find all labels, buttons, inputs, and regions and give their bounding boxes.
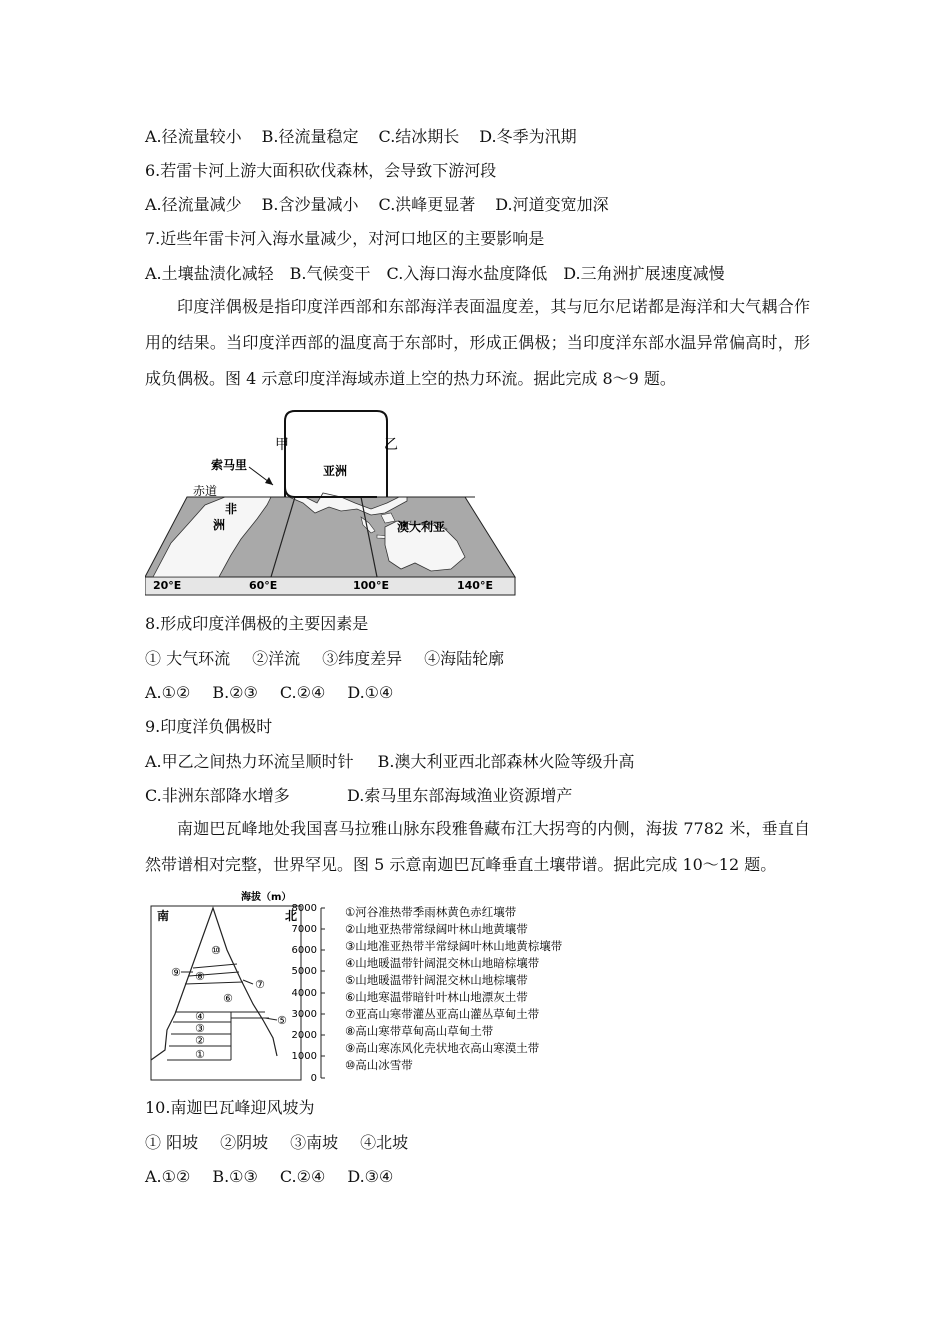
q5-options — [145, 127, 597, 147]
tick-8000: 8000 — [291, 903, 317, 914]
passage-namcha-barwa: 南迦巴瓦峰地处我国喜马拉雅山脉东段雅鲁藏布江大拐弯的内侧，海拔 7782 米，垂直自然带谱相对完整，世界罕见。图 5 示意南迦巴瓦峰垂直土壤带谱。据此完成 10～12 题。 — [145, 819, 810, 874]
label-australia: 澳大利亚 — [397, 520, 446, 534]
q10-choice-3: ③南坡 — [290, 1133, 339, 1152]
q9-options-row1 — [145, 752, 655, 772]
q5-option-b: B.径流量稳定 — [261, 127, 359, 146]
q9-option-a: A.甲乙之间热力环流呈顺时针 — [145, 752, 354, 771]
zone-mark-10: ⑩ — [211, 944, 221, 957]
q9-option-b: B.澳大利亚西北部森林火险等级升高 — [377, 752, 635, 771]
q8-option-c: C.②④ — [279, 683, 326, 702]
label-jia: 甲 — [275, 437, 289, 453]
zone-mark-7: ⑦ — [255, 978, 265, 991]
figure-5-soil-zones — [145, 888, 607, 1084]
legend-item-2: ②山地亚热带常绿阔叶林山地黄壤带 — [345, 922, 528, 936]
q10-choices — [145, 1133, 428, 1153]
label-south: 南 — [157, 909, 170, 923]
q7-option-c: C.入海口海水盐度降低 — [386, 264, 548, 283]
lon-label-140e: 140°E — [457, 579, 493, 592]
q10-choice-1: ① 阳坡 — [145, 1133, 199, 1152]
q8-stem: 8.形成印度洋偶极的主要因素是 — [145, 614, 369, 633]
passage-indian-ocean-dipole: 印度洋偶极是指印度洋西部和东部海洋表面温度差，其与厄尔尼诺都是海洋和大气耦合作用的结果。当印度洋西部的温度高于东部时，形成正偶极；当印度洋东部水温异常偏高时，形成负偶极。图 4 示意印度洋海域赤道上空的热力环流。据此完成 8～9 题。 — [145, 297, 810, 388]
legend-item-4: ④山地暖温带针阔混交林山地暗棕壤带 — [345, 956, 540, 970]
zone-mark-6: ⑥ — [223, 992, 233, 1005]
tick-0: 0 — [310, 1073, 317, 1084]
q5-option-d: D.冬季为汛期 — [479, 127, 577, 146]
legend-item-3: ③山地准亚热带半常绿阔叶林山地黄棕壤带 — [345, 939, 563, 953]
q10-option-d: D.③④ — [347, 1167, 394, 1186]
q5-option-a: A.径流量较小 — [145, 127, 242, 146]
zone-mark-3: ③ — [195, 1022, 205, 1035]
label-north: 北 — [285, 909, 298, 923]
legend-item-9: ⑨高山寒冻风化壳状地衣高山寒漠土带 — [345, 1041, 540, 1055]
q8-choices — [145, 649, 524, 669]
q6-option-a: A.径流量减少 — [145, 195, 242, 214]
tick-3000: 3000 — [291, 1009, 317, 1020]
zone-mark-5: ⑤ — [277, 1014, 287, 1027]
q7-option-b: B.气候变干 — [289, 264, 371, 283]
q10-options — [145, 1167, 413, 1187]
q8-choice-4: ④海陆轮廓 — [424, 649, 505, 668]
legend-item-7: ⑦亚高山寒带灌丛亚高山灌丛草甸土带 — [345, 1007, 540, 1021]
zone-mark-1: ① — [195, 1048, 205, 1061]
q9-option-d: D.索马里东部海域渔业资源增产 — [347, 786, 573, 805]
q9-option-c: C.非洲东部降水增多 — [145, 786, 290, 805]
q10-stem: 10.南迦巴瓦峰迎风坡为 — [145, 1098, 315, 1117]
q8-choice-2: ②洋流 — [252, 649, 301, 668]
label-asia: 亚洲 — [323, 464, 348, 478]
q8-option-b: B.②③ — [212, 683, 258, 702]
tick-6000: 6000 — [291, 945, 317, 956]
tick-2000: 2000 — [291, 1030, 317, 1041]
zone-mark-9: ⑨ — [171, 966, 181, 979]
q6-option-c: C.洪峰更显著 — [378, 195, 476, 214]
axis-title: 海拔（m） — [241, 892, 292, 903]
lon-label-60e: 60°E — [249, 579, 278, 592]
label-somalia: 索马里 — [211, 458, 248, 472]
q7-option-d: D.三角洲扩展速度减慢 — [563, 264, 725, 283]
q10-choice-2: ②阴坡 — [220, 1133, 269, 1152]
lon-label-100e: 100°E — [353, 579, 389, 592]
q10-option-c: C.②④ — [279, 1167, 326, 1186]
q8-option-d: D.①④ — [347, 683, 394, 702]
q9-options-row2 — [145, 786, 592, 806]
q6-stem: 6.若雷卡河上游大面积砍伐森林，会导致下游河段 — [145, 161, 497, 180]
tick-5000: 5000 — [291, 966, 317, 977]
q6-option-d: D.河道变宽加深 — [495, 195, 609, 214]
q6-option-b: B.含沙量减小 — [261, 195, 359, 214]
zone-mark-2: ② — [195, 1034, 205, 1047]
legend-item-10: ⑩高山冰雪带 — [345, 1058, 413, 1072]
lon-label-20e: 20°E — [153, 579, 182, 592]
label-africa-1: 非 — [225, 502, 238, 516]
q7-option-a: A.土壤盐渍化减轻 — [145, 264, 274, 283]
legend-item-6: ⑥山地寒温带暗针叶林山地漂灰土带 — [345, 990, 528, 1004]
q10-option-a: A.①② — [145, 1167, 191, 1186]
figure-4-thermal-circulation — [145, 405, 523, 597]
q8-choice-1: ① 大气环流 — [145, 649, 231, 668]
q10-option-b: B.①③ — [212, 1167, 258, 1186]
label-yi: 乙 — [384, 437, 398, 453]
label-africa-2: 洲 — [213, 518, 226, 532]
q8-option-a: A.①② — [145, 683, 191, 702]
zone-mark-4: ④ — [195, 1010, 205, 1023]
tick-1000: 1000 — [291, 1051, 317, 1062]
label-equator: 赤道 — [193, 484, 218, 498]
q7-stem: 7.近些年雷卡河入海水量减少，对河口地区的主要影响是 — [145, 229, 545, 248]
tick-4000: 4000 — [291, 988, 317, 999]
q9-stem: 9.印度洋负偶极时 — [145, 717, 273, 736]
q8-options — [145, 683, 413, 703]
q5-option-c: C.结冰期长 — [378, 127, 460, 146]
legend-item-8: ⑧高山寒带草甸高山草甸土带 — [345, 1024, 494, 1038]
q10-choice-4: ④北坡 — [360, 1133, 409, 1152]
q6-options — [145, 195, 629, 215]
zone-mark-8: ⑧ — [195, 970, 205, 983]
legend-item-5: ⑤山地暖温带针阔混交林山地棕壤带 — [345, 973, 528, 987]
tick-7000: 7000 — [291, 924, 317, 935]
q8-choice-3: ③纬度差异 — [322, 649, 403, 668]
legend-item-1: ①河谷准热带季雨林黄色赤红壤带 — [345, 905, 517, 919]
q7-options — [145, 264, 725, 284]
